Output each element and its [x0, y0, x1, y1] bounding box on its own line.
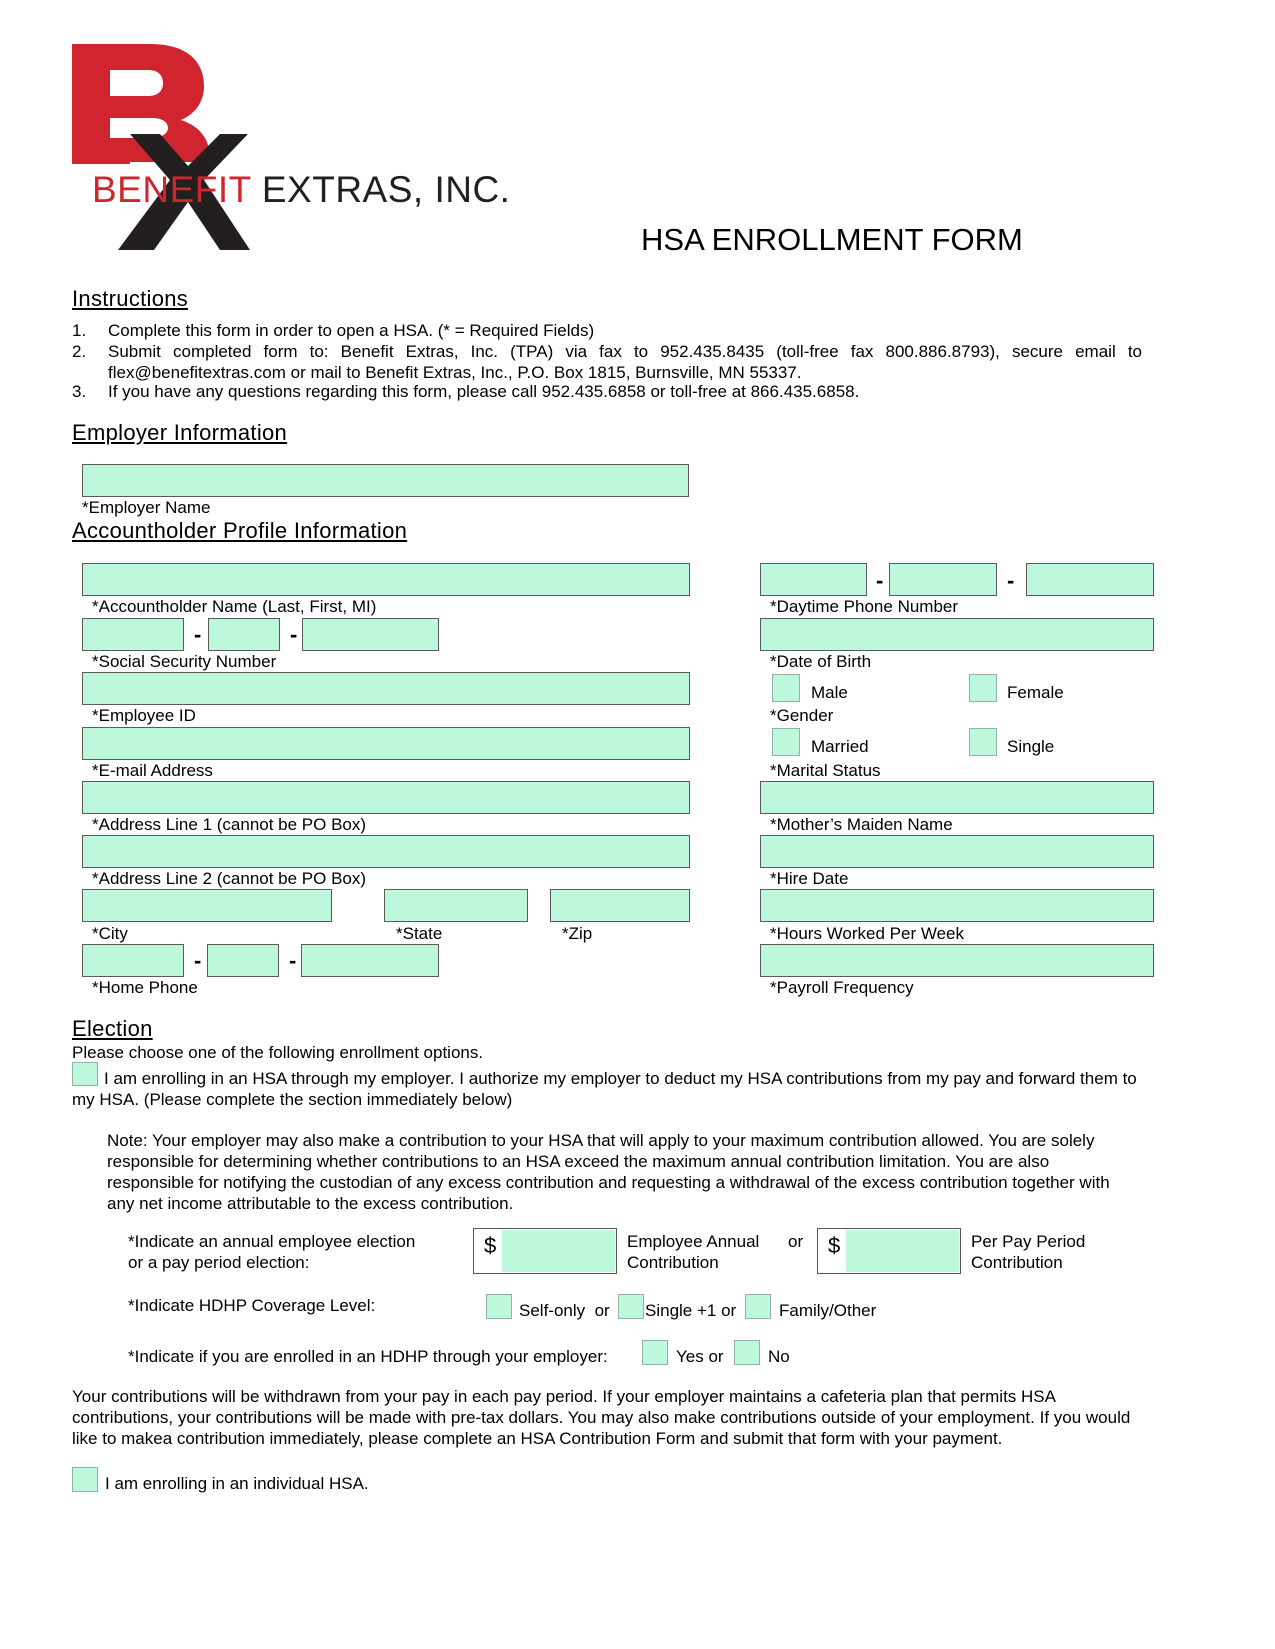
- address1-field[interactable]: [82, 781, 690, 814]
- employer-hsa-option-text: I am enrolling in an HSA through my employer. I authorize my employer to deduct my HSA contributions from my pay and forward them to my HSA. (Please complete the section immediately below): [72, 1069, 1137, 1109]
- instruction-item: [72, 341, 1142, 383]
- employer-contribution-note: Note: Your employer may also make a contribution to your HSA that will apply to your maximum contribution allowed. You are solely responsible for determining whether contributions to an HSA exceed the maximum annual contribution limitation. You are also responsible for notifying the custodian of any excess contribution and requesting a withdrawal of the excess contribution together with any net income attributable to the excess contribution.: [107, 1131, 1110, 1213]
- accountholder-name-label: *Accountholder Name (Last, First, MI): [92, 597, 377, 616]
- accountholder-name-field[interactable]: [82, 563, 690, 596]
- hdhp-enrolled-label: *Indicate if you are enrolled in an HDHP through your employer:: [128, 1347, 608, 1366]
- instruction-item: [72, 381, 1142, 402]
- daytime-phone-field-2[interactable]: [889, 563, 997, 596]
- hours-worked-field[interactable]: [760, 889, 1154, 922]
- maiden-name-label: *Mother’s Maiden Name: [770, 815, 953, 834]
- instruction-item: [72, 320, 1142, 341]
- hdhp-no-checkbox[interactable]: [734, 1340, 760, 1365]
- contribution-info-text: Your contributions will be withdrawn from your pay in each pay period. If your employer maintains a cafeteria plan that permits HSA contributions, your contributions will be made with pre-tax dollars. You may also make contributions outside of your employment. If you would like to makea contribution immediately, please complete an HSA Contribution Form and submit that form with your payment.: [72, 1387, 1131, 1448]
- home-phone-dash: -: [194, 948, 202, 973]
- ssn-dash: -: [194, 622, 202, 647]
- married-checkbox[interactable]: [772, 728, 800, 756]
- male-checkbox[interactable]: [772, 674, 800, 702]
- email-label: *E-mail Address: [92, 761, 213, 780]
- employer-name-field[interactable]: [82, 464, 689, 497]
- male-label: Male: [811, 683, 848, 702]
- marital-status-label: *Marital Status: [770, 761, 881, 780]
- state-field[interactable]: [384, 889, 528, 922]
- hdhp-yes-checkbox[interactable]: [642, 1340, 668, 1365]
- logo-benefit-text: BENEFIT: [92, 169, 252, 210]
- or-text: or: [788, 1232, 804, 1251]
- instruction-num: 2.: [72, 342, 87, 361]
- individual-hsa-checkbox[interactable]: [72, 1467, 98, 1492]
- female-label: Female: [1007, 683, 1064, 702]
- election-label-line2: or a pay period election:: [128, 1253, 310, 1272]
- election-intro: Please choose one of the following enrollment options.: [72, 1043, 484, 1062]
- per-pay-contribution-input[interactable]: [846, 1230, 959, 1272]
- home-phone-field-3[interactable]: [301, 944, 439, 977]
- hdhp-no-label: No: [768, 1347, 790, 1366]
- annual-contribution-field[interactable]: [473, 1228, 617, 1274]
- logo-extras-text: EXTRAS, INC.: [261, 169, 511, 210]
- annual-contribution-label-line2: Contribution: [627, 1253, 719, 1272]
- dollar-sign: $: [828, 1233, 841, 1258]
- single-label: Single: [1007, 737, 1055, 756]
- payroll-frequency-field[interactable]: [760, 944, 1154, 977]
- instruction-num: 1.: [72, 321, 87, 340]
- female-checkbox[interactable]: [969, 674, 997, 702]
- daytime-phone-dash: -: [1007, 568, 1015, 593]
- email-field[interactable]: [82, 727, 690, 760]
- per-pay-label-line2: Contribution: [971, 1253, 1063, 1272]
- family-checkbox[interactable]: [745, 1294, 771, 1319]
- election-heading: Election: [72, 1016, 153, 1041]
- dob-field[interactable]: [760, 618, 1154, 651]
- gender-label: *Gender: [770, 706, 834, 725]
- daytime-phone-field-1[interactable]: [760, 563, 867, 596]
- single-plus-one-label: Single +1 or: [645, 1301, 737, 1320]
- single-checkbox[interactable]: [969, 728, 997, 756]
- daytime-phone-dash: -: [876, 568, 884, 593]
- address2-label: *Address Line 2 (cannot be PO Box): [92, 869, 367, 888]
- employer-name-label: *Employer Name: [82, 498, 211, 517]
- address1-label: *Address Line 1 (cannot be PO Box): [92, 815, 367, 834]
- company-logo: [70, 40, 560, 255]
- ssn-field-3[interactable]: [302, 618, 439, 651]
- family-label: Family/Other: [779, 1301, 877, 1320]
- instructions-heading: Instructions: [72, 286, 189, 311]
- instruction-text: Complete this form in order to open a HSA. (* = Required Fields): [108, 321, 595, 340]
- election-label-line1: *Indicate an annual employee election: [128, 1232, 416, 1251]
- daytime-phone-label: *Daytime Phone Number: [770, 597, 959, 616]
- hours-worked-label: *Hours Worked Per Week: [770, 924, 964, 943]
- per-pay-label-line1: Per Pay Period: [971, 1232, 1086, 1251]
- married-label: Married: [811, 737, 869, 756]
- annual-contribution-label-line1: Employee Annual: [627, 1232, 760, 1251]
- dob-label: *Date of Birth: [770, 652, 872, 671]
- daytime-phone-field-3[interactable]: [1026, 563, 1154, 596]
- home-phone-label: *Home Phone: [92, 978, 198, 997]
- ssn-label: *Social Security Number: [92, 652, 277, 671]
- employee-id-label: *Employee ID: [92, 706, 196, 725]
- self-only-checkbox[interactable]: [486, 1294, 512, 1319]
- hire-date-label: *Hire Date: [770, 869, 849, 888]
- ssn-dash: -: [290, 622, 298, 647]
- address2-field[interactable]: [82, 835, 690, 868]
- single-plus-one-checkbox[interactable]: [618, 1294, 644, 1319]
- instruction-text: If you have any questions regarding this form, please call 952.435.6858 or toll-free at 866.435.6858.: [108, 382, 860, 401]
- individual-hsa-label: I am enrolling in an individual HSA.: [105, 1474, 369, 1493]
- form-title: HSA ENROLLMENT FORM: [641, 222, 1023, 257]
- per-pay-contribution-field[interactable]: [817, 1228, 961, 1274]
- instruction-text: Submit completed form to: Benefit Extras, Inc. (TPA) via fax to 952.435.8435 (toll-free fax 800.886.8793), secure email to flex@benefitextras.com or mail to Benefit Extras, Inc., P.O. Box 1815, Burnsville, MN 55337.: [108, 342, 1142, 382]
- maiden-name-field[interactable]: [760, 781, 1154, 814]
- coverage-level-label: *Indicate HDHP Coverage Level:: [128, 1296, 376, 1315]
- profile-heading: Accountholder Profile Information: [72, 518, 408, 543]
- instruction-num: 3.: [72, 382, 87, 401]
- home-phone-field-1[interactable]: [82, 944, 184, 977]
- city-label: *City: [92, 924, 128, 943]
- employee-id-field[interactable]: [82, 672, 690, 705]
- ssn-field-2[interactable]: [208, 618, 280, 651]
- city-field[interactable]: [82, 889, 332, 922]
- annual-contribution-input[interactable]: [502, 1230, 615, 1272]
- zip-field[interactable]: [550, 889, 690, 922]
- bx-logo-icon: [70, 40, 560, 255]
- payroll-frequency-label: *Payroll Frequency: [770, 978, 914, 997]
- home-phone-dash: -: [289, 948, 297, 973]
- home-phone-field-2[interactable]: [207, 944, 279, 977]
- hire-date-field[interactable]: [760, 835, 1154, 868]
- ssn-field-1[interactable]: [82, 618, 184, 651]
- state-label: *State: [396, 924, 443, 943]
- dollar-sign: $: [484, 1233, 497, 1258]
- self-only-label: Self-only or: [519, 1301, 610, 1320]
- employer-heading: Employer Information: [72, 420, 288, 445]
- zip-label: *Zip: [562, 924, 593, 943]
- hdhp-yes-label: Yes or: [676, 1347, 724, 1366]
